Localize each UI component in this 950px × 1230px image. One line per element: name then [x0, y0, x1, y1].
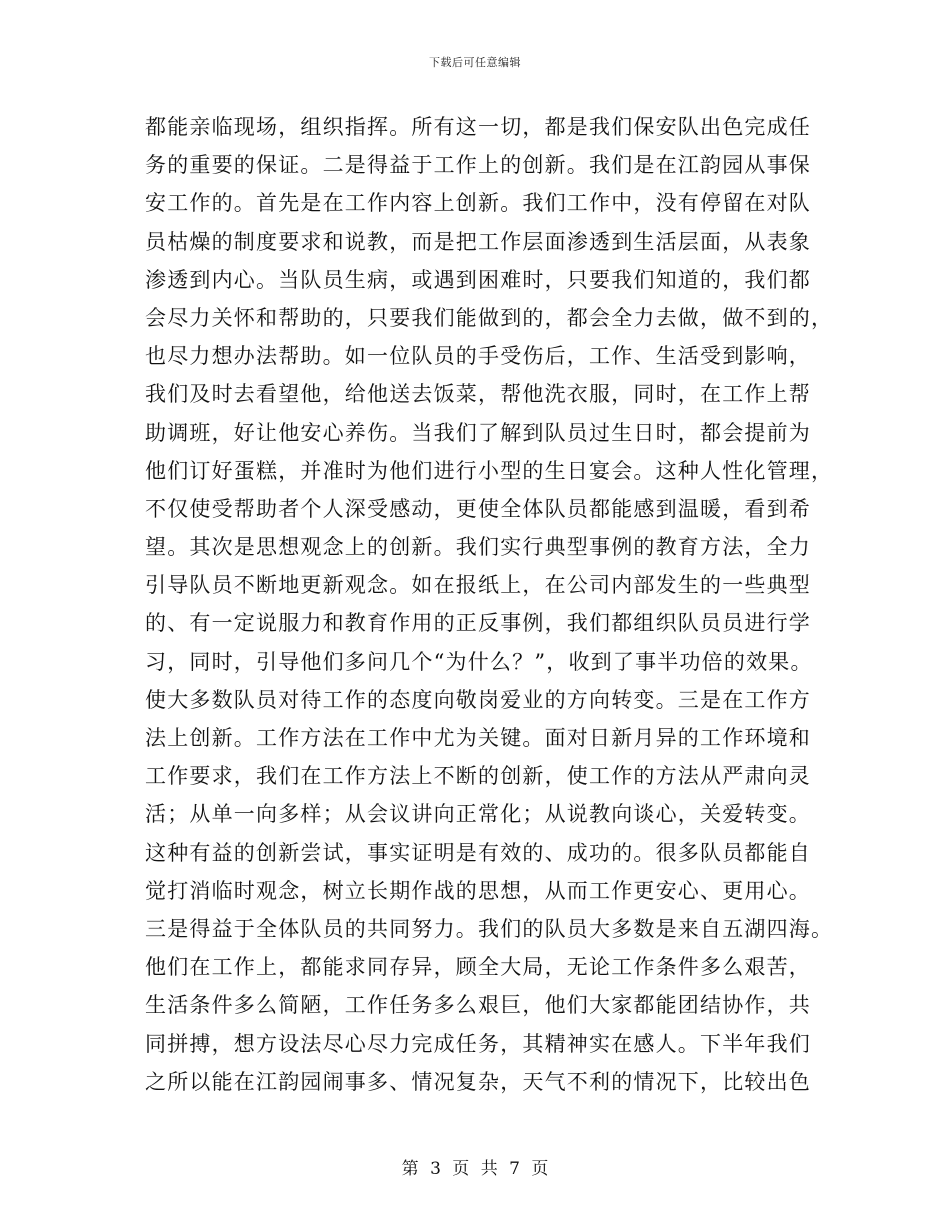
body-line: 觉打消临时观念，树立长期作战的思想，从而工作更安心、更用心。 [145, 878, 811, 903]
body-line: 习，同时，引导他们多问几个“为什么？”，收到了事半功倍的效果。 [145, 649, 813, 674]
body-line: 望。其次是思想观念上的创新。我们实行典型事例的教育方法，全力 [145, 535, 811, 560]
body-line: 之所以能在江韵园闹事多、情况复杂，天气不利的情况下，比较出色 [145, 1069, 811, 1094]
body-line: 他们在工作上，都能求同存异，顾全大局，无论工作条件多么艰苦， [145, 955, 811, 980]
body-line: 助调班，好让他安心养伤。当我们了解到队员过生日时，都会提前为 [145, 420, 811, 445]
body-line: 的、有一定说服力和教育作用的正反事例，我们都组织队员员进行学 [145, 611, 811, 636]
body-line: 法上创新。工作方法在工作中尤为关键。面对日新月异的工作环境和 [145, 726, 811, 750]
body-line: 三是得益于全体队员的共同努力。我们的队员大多数是来自五湖四海。 [145, 916, 834, 941]
body-line: 渗透到内心。当队员生病，或遇到困难时，只要我们知道的，我们都 [145, 267, 811, 292]
page-header: 下载后可任意编辑 [429, 56, 521, 69]
body-line: 引导队员不断地更新观念。如在报纸上，在公司内部发生的一些典型 [145, 573, 811, 598]
body-line: 会尽力关怀和帮助的，只要我们能做到的，都会全力去做，做不到的， [145, 305, 834, 330]
body-line: 务的重要的保证。二是得益于工作上的创新。我们是在江韵园从事保 [145, 153, 811, 178]
body-line: 不仅使受帮助者个人深受感动，更使全体队员都能感到温暖，看到希 [145, 496, 811, 521]
body-line: 生活条件多么简陋，工作任务多么艰巨，他们大家都能团结协作，共 [145, 993, 811, 1018]
document-body [145, 108, 834, 1101]
body-line: 我们及时去看望他，给他送去饭菜，帮他洗衣服，同时，在工作上帮 [145, 382, 811, 407]
body-line: 安工作的。首先是在工作内容上创新。我们工作中，没有停留在对队 [145, 191, 811, 216]
body-line: 工作要求，我们在工作方法上不断的创新，使工作的方法从严肃向灵 [145, 764, 811, 789]
body-line: 这种有益的创新尝试，事实证明是有效的、成功的。很多队员都能自 [145, 840, 811, 865]
body-line: 也尽力想办法帮助。如一位队员的手受伤后，工作、生活受到影响， [145, 344, 811, 369]
page-footer: 第 3 页 共 7 页 [401, 1159, 549, 1179]
body-line: 同拼搏，想方设法尽心尽力完成任务，其精神实在感人。下半年我们 [145, 1031, 811, 1056]
body-line: 使大多数队员对待工作的态度向敬岗爱业的方向转变。三是在工作方 [145, 687, 811, 712]
body-line: 活；从单一向多样；从会议讲向正常化；从说教向谈心，关爱转变。 [145, 802, 811, 827]
body-line: 都能亲临现场，组织指挥。所有这一切，都是我们保安队出色完成任 [145, 115, 811, 139]
body-line: 员枯燥的制度要求和说教，而是把工作层面渗透到生活层面，从表象 [145, 229, 811, 254]
body-line: 他们订好蛋糕，并准时为他们进行小型的生日宴会。这种人性化管理， [145, 458, 834, 483]
